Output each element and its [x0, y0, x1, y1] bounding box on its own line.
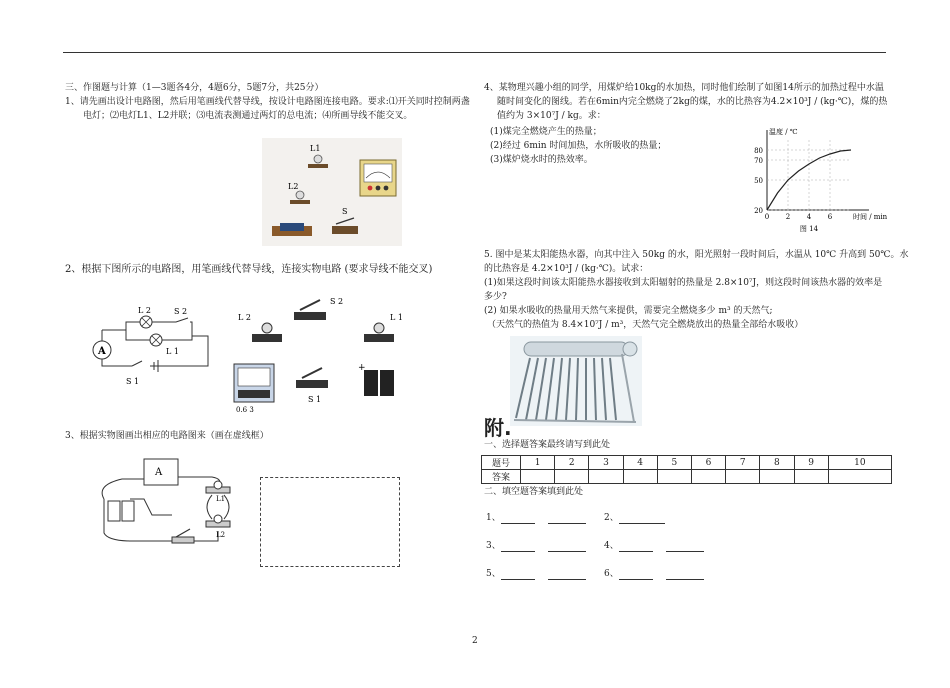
q2-label-l2: L 2	[138, 306, 151, 315]
mc-answer-cell[interactable]	[794, 470, 828, 484]
mc-answer-cell[interactable]	[555, 470, 589, 484]
q1-ammeter	[360, 160, 396, 196]
q2-label-s2: S 2	[174, 307, 188, 316]
q5-text-line5: (2) 如果水吸收的热量用天然气来提供，需要完全燃烧多少 m³ 的天然气;	[484, 306, 773, 316]
fill-blank[interactable]	[666, 541, 704, 552]
q1-text-line1: 1、请先画出设计电路图，然后用笔画线代替导线，按设计电路图连接电路。要求:⑴开关同时控制两盏	[65, 97, 470, 107]
top-rule	[63, 52, 886, 53]
mc-number-cell: 6	[691, 456, 725, 470]
q2-parts-figure	[230, 290, 410, 414]
q2-label-l1: L 1	[166, 347, 179, 356]
q2-text: 2、根据下图所示的电路图，用笔画线代替导线，连接实物电路 (要求导线不能交叉)	[65, 264, 433, 275]
fill-item-2: 2、	[604, 512, 665, 524]
mc-number-cell: 8	[760, 456, 794, 470]
mc-answer-cell[interactable]	[726, 470, 760, 484]
fill-blank[interactable]	[501, 541, 535, 552]
fill-item-5: 5、	[486, 568, 586, 580]
svg-text:L1: L1	[216, 495, 226, 503]
q2-part-label-s1: S 1	[308, 395, 322, 404]
fill-item-1: 1、	[486, 512, 586, 524]
q5-text-line4: 多少?	[484, 292, 507, 302]
figure-14-chart	[745, 124, 888, 236]
q4-sub1: (1)煤完全燃烧产生的热量；	[490, 127, 602, 137]
fill-title: 二、填空题答案填到此处	[484, 487, 584, 497]
q1-components-figure	[262, 138, 402, 246]
q1-label-l2: L2	[288, 182, 299, 191]
mc-number-cell: 10	[828, 456, 891, 470]
mc-answer-cell[interactable]	[691, 470, 725, 484]
mc-header-answer: 答案	[482, 470, 521, 484]
q2-part-switch-s1	[296, 368, 328, 388]
q4-text-line2: 随时间变化的图线。若在6min内完全燃烧了2kg的煤，水的比热容为4.2×10³J / (kg·℃)，煤的热	[497, 97, 888, 107]
q2-part-scale: 0.6 3	[236, 406, 254, 414]
mc-number-cell: 4	[623, 456, 657, 470]
chart-x-tick-label: 6	[827, 213, 833, 221]
chart-y-tick-label: 80	[754, 147, 763, 155]
q2-part-label-l2: L 2	[238, 313, 251, 322]
fill-blank[interactable]	[619, 541, 653, 552]
q5-text-line2: 的比热容是 4.2×10³J / (kg·℃)。试求：	[484, 264, 649, 274]
mc-answer-cell[interactable]	[760, 470, 794, 484]
mc-number-cell: 3	[589, 456, 623, 470]
q1-text-line2: 电灯；⑵电灯L1、L2并联；⑶电流表测通过两灯的总电流；⑷所画导线不能交叉。	[83, 111, 413, 121]
solar-heater-image	[510, 336, 642, 426]
mc-number-cell: 2	[555, 456, 589, 470]
fill-blank[interactable]	[501, 513, 535, 524]
q4-text-line1: 4、某物理兴趣小组的同学，用煤炉给10kg的水加热，同时他们绘制了如图14所示的加热过程中水温	[484, 83, 884, 93]
fill-blank[interactable]	[548, 541, 586, 552]
q3-text: 3、根据实物图画出相应的电路图来（画在虚线框）	[65, 431, 269, 441]
chart-x-tick-label: 2	[785, 213, 791, 221]
section-title: 三、作图题与计算（1—3题各4分，4题6分，5题7分，共25分）	[65, 83, 324, 93]
q5-text-line6: （天然气的热值为 8.4×10⁷J / m³，天然气完全燃烧放出的热量全部给水吸收）	[487, 320, 804, 330]
mc-answer-cell[interactable]	[623, 470, 657, 484]
fill-item-4: 4、	[604, 540, 704, 552]
q1-label-s: S	[342, 207, 348, 216]
q3-batteries	[108, 501, 134, 521]
mc-row-answers	[482, 470, 892, 484]
chart-y-tick-label: 20	[754, 207, 763, 215]
page-number: 2	[472, 636, 478, 646]
chart-x-tick-label: 0	[764, 213, 770, 221]
fill-item-3: 3、	[486, 540, 586, 552]
q2-part-ammeter	[234, 364, 274, 402]
q2-part-lamp-l1	[364, 323, 394, 342]
chart-y-axis-label: 温度 / ℃	[769, 128, 798, 136]
q1-label-l1: L1	[310, 144, 321, 153]
mc-answer-cell[interactable]	[589, 470, 623, 484]
q3-switch	[172, 529, 194, 543]
fill-item-6: 6、	[604, 568, 704, 580]
q2-part-lamp-l2	[252, 323, 282, 342]
chart-y-tick-label: 50	[754, 177, 763, 185]
q5-text-line3: (1)如果这段时间该太阳能热水器接收到太阳辐射的热量是 2.8×10⁷J，则这段时间该热水器的效率是	[484, 278, 883, 288]
q5-text-line1: 5. 图中是某太阳能热水器，向其中注入 50kg 的水，阳光照射一段时间后，水温从 10℃ 升高到 50℃。水	[484, 250, 909, 260]
chart-x-tick-label: 4	[806, 213, 812, 221]
mc-answer-cell[interactable]	[828, 470, 891, 484]
chart-y-tick-label: 70	[754, 157, 763, 165]
mc-number-cell: 9	[794, 456, 828, 470]
fill-blank[interactable]	[548, 569, 586, 580]
q4-text-line3: 值约为 3×10⁷J / kg。求：	[497, 111, 606, 121]
fill-blank[interactable]	[548, 513, 586, 524]
q2-part-plus: +	[358, 363, 366, 373]
mc-number-cell: 1	[521, 456, 555, 470]
mc-header-number: 题号	[482, 456, 521, 470]
fill-blank[interactable]	[619, 513, 665, 524]
fill-blank[interactable]	[619, 569, 653, 580]
mc-number-cell: 7	[726, 456, 760, 470]
q3-physical-circuit	[92, 455, 252, 547]
q3-lamp-l2	[206, 515, 230, 527]
q2-part-label-s2: S 2	[330, 297, 344, 306]
chart-title: 图 14	[799, 225, 819, 233]
q2-ammeter-label: A	[98, 346, 106, 357]
svg-text:A: A	[155, 467, 163, 478]
q3-ammeter	[144, 459, 178, 485]
fill-blank[interactable]	[666, 569, 704, 580]
q3-lamp-l1	[206, 481, 230, 493]
q4-sub2: (2)经过 6min 时间加热，水所吸收的热量；	[490, 141, 667, 151]
q2-label-s1: S 1	[126, 377, 140, 386]
q4-sub3: (3)煤炉烧水时的热效率。	[490, 155, 593, 165]
mc-answer-cell[interactable]	[657, 470, 691, 484]
q2-circuit-diagram	[92, 300, 216, 392]
appendix-title: 附.	[484, 416, 512, 440]
mc-title: 一、选择题答案最终请写到此处	[484, 440, 611, 450]
mc-answer-table	[481, 455, 892, 484]
q2-part-battery	[364, 370, 394, 396]
q3-answer-box[interactable]	[260, 477, 400, 567]
mc-number-cell: 5	[657, 456, 691, 470]
q2-part-label-l1: L 1	[390, 313, 403, 322]
fill-blank[interactable]	[501, 569, 535, 580]
svg-text:L2: L2	[216, 531, 226, 539]
chart-x-axis-label: 时间 / min	[853, 213, 888, 221]
mc-row-numbers	[482, 456, 892, 470]
q2-part-switch-s2	[294, 300, 326, 320]
mc-answer-cell[interactable]	[521, 470, 555, 484]
